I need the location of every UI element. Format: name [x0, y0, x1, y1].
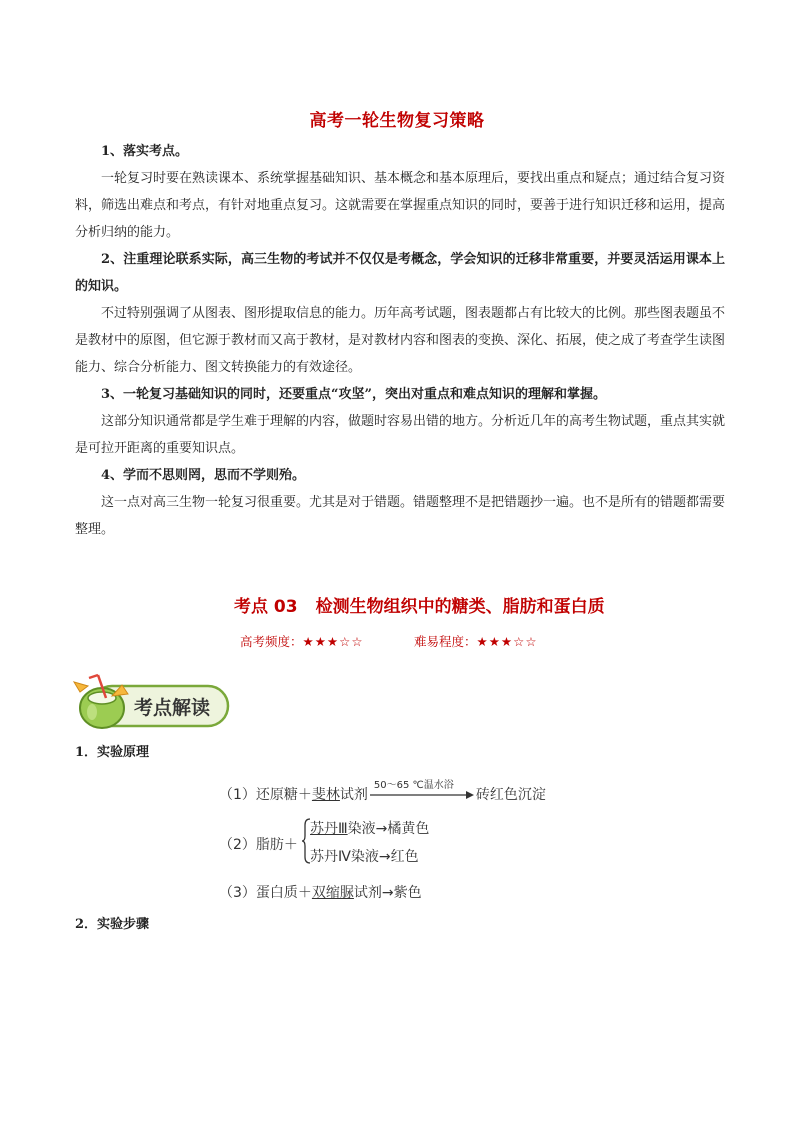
point-1-text: 一轮复习时要在熟读课本、系统掌握基础知识、基本概念和基本原理后，要找出重点和疑点；通过结合复习资料，筛选出难点和考点，有针对地重点复习。这就需要在掌握重点知识的同时，要善于进行知识迁移和运用，提高分析归纳的能力。	[75, 171, 726, 240]
badge-text: 考点解读	[134, 697, 211, 719]
point-2-heading: 2、注重理论联系实际，高三生物的考试并不仅仅是考概念，学会知识的迁移非常重要，并要灵活运用课本上的知识。	[75, 252, 725, 294]
point-3-text: 这部分知识通常都是学生难于理解的内容，做题时容易出错的地方。分析近几年的高考生物试题，重点其实就是可拉开距离的重要知识点。	[75, 414, 726, 456]
reaction-2-prefix: （2）脂肪＋	[219, 837, 298, 853]
page-title: 高考一轮生物复习策略	[309, 111, 485, 131]
frequency-label: 高考频度：	[240, 634, 303, 649]
point-4-text: 这一点对高三生物一轮复习很重要。尤其是对于错题。错题整理不是把错题抄一遍。也不是所有的错题都需要整理。	[75, 495, 726, 537]
point-4-heading: 4、学而不思则罔，思而不学则殆。	[101, 468, 306, 483]
point-1-heading: 1、落实考点。	[101, 144, 189, 159]
section-steps: 2．实验步骤	[75, 917, 150, 932]
reaction-1: （1）还原糖＋斐林试剂 50～65 ℃温水浴 砖红色沉淀	[219, 784, 546, 805]
kaodian-jiedu-badge	[72, 672, 232, 734]
strategy-body	[75, 138, 725, 543]
arrow-condition: 50～65 ℃温水浴	[373, 780, 454, 791]
point-2-text: 不过特别强调了从图表、图形提取信息的能力。历年高考试题，图表题都占有比较大的比例。那些图表题虽不是教材中的原图，但它源于教材而又高于教材，是对教材内容和图表的变换、深化、拓展，使之成了考查学生读图能力、综合分析能力、图文转换能力的有效途径。	[75, 306, 726, 375]
biuret-reagent: 双缩脲	[311, 885, 354, 901]
frequency-rating	[240, 632, 364, 650]
difficulty-stars: ★★★☆☆	[476, 634, 538, 649]
difficulty-rating	[414, 632, 538, 650]
reaction-3: （3）蛋白质＋双缩脲试剂→紫色	[219, 885, 422, 901]
reaction-arrow	[368, 780, 476, 805]
sudan-iv-reagent: 苏丹Ⅳ	[310, 849, 351, 865]
coconut-icon	[74, 675, 128, 728]
fehling-reagent: 斐林	[311, 787, 340, 803]
reaction-1-result: 砖红色沉淀	[475, 787, 546, 803]
difficulty-label: 难易程度：	[414, 634, 477, 649]
frequency-stars: ★★★☆☆	[302, 634, 364, 649]
kaodian-number: 考点 03	[234, 597, 298, 617]
reaction-2b: 苏丹Ⅳ染液→红色	[310, 849, 419, 865]
section-principle: 1．实验原理	[75, 745, 150, 760]
reaction-2a: 苏丹Ⅲ染液→橘黄色	[310, 821, 430, 837]
sudan-iii-reagent: 苏丹Ⅲ	[310, 821, 348, 837]
point-3-heading: 3、一轮复习基础知识的同时，还要重点“攻坚”，突出对重点和难点知识的理解和掌握。	[101, 387, 607, 402]
kaodian-topic: 检测生物组织中的糖类、脂肪和蛋白质	[315, 597, 605, 617]
kaodian-title	[234, 592, 605, 617]
